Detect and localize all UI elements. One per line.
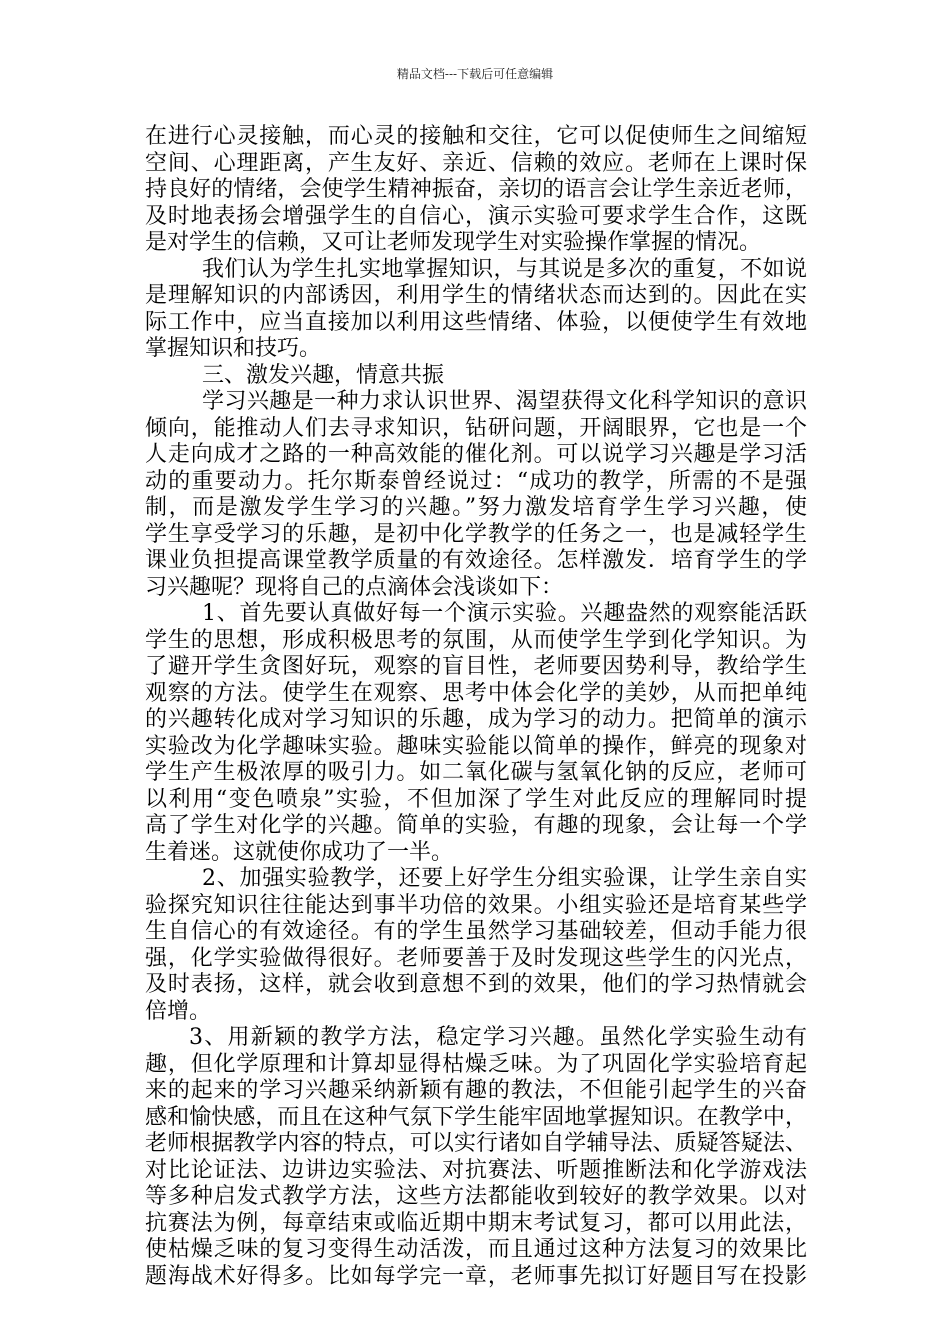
text-line: 感和愉快感，而且在这种气氛下学生能牢固地掌握知识。在教学中， [145,1104,807,1130]
text-line: 生自信心的有效途径。有的学生虽然学习基础较差，但动手能力很 [145,919,807,944]
text-line: 学生产生极浓厚的吸引力。如二氧化碳与氢氧化钠的反应，老师可 [145,760,807,785]
text-line: 我们认为学生扎实地掌握知识，与其说是多次的重复，不如说 [202,256,807,282]
text-line: 趣，但化学原理和计算却显得枯燥乏味。为了巩固化学实验培育起 [145,1051,807,1077]
text-line: 是对学生的信赖，又可让老师发现学生对实验操作掌握的情况。 [145,230,762,255]
text-line: 动的重要动力。托尔斯泰曾经说过：“成功的教学，所需的不是强 [145,468,807,494]
text-line: 题海战术好得多。比如每学完一章，老师事先拟订好题目写在投影 [145,1263,807,1289]
text-line: 抗赛法为例，每章结束或临近期中期末考试复习，都可以用此法， [145,1210,807,1236]
text-line: 人走向成才之路的一种高效能的催化剂。可以说学习兴趣是学习活 [145,442,807,467]
text-line: 学生的思想，形成积极思考的氛围，从而使学生学到化学知识。为 [145,627,807,653]
page-header: 精品文档---下载后可任意编辑 [396,67,554,81]
paragraph-p1 [145,124,807,257]
text-line: 验探究知识往往能达到事半功倍的效果。小组实验还是培育某些学 [145,892,807,918]
text-line: 强，化学实验做得很好。老师要善于及时发现这些学生的闪光点， [145,945,807,971]
text-line: 掌握知识和技巧。 [145,336,322,361]
text-line: 课业负担提高课堂教学质量的有效途径。怎样激发．培育学生的学 [145,548,807,573]
text-line: 等多种启发式教学方法，这些方法都能收到较好的教学效果。以对 [145,1184,807,1209]
paragraph-p7 [145,1025,807,1290]
text-line: 倾向，能推动人们去寻求知识，钻研问题，开阔眼界，它也是一个 [145,415,807,441]
text-line: 及时表扬，这样，就会收到意想不到的效果，他们的学习热情就会 [145,972,807,997]
text-line: 学生享受学习的乐趣，是初中化学教学的任务之一，也是减轻学生 [145,521,807,547]
text-line: 实验改为化学趣味实验。趣味实验能以简单的操作，鲜亮的现象对 [145,733,807,759]
paragraph-p3 [145,363,807,390]
text-line: 学习兴趣是一种力求认识世界、渴望获得文化科学知识的意识 [202,389,807,414]
text-line: 及时地表扬会增强学生的自信心，演示实验可要求学生合作，这既 [145,203,807,229]
text-line: 以利用“变色喷泉”实验，不但加深了学生对此反应的理解同时提 [145,786,807,812]
paragraph-p4 [145,389,807,601]
text-line: 1、首先要认真做好每一个演示实验。兴趣盎然的观察能活跃 [202,601,807,626]
text-line: 老师根据教学内容的特点，可以实行诸如自学辅导法、质疑答疑法、 [145,1131,807,1156]
text-line: 3、用新颖的教学方法，稳定学习兴趣。虽然化学实验生动有 [189,1025,807,1050]
paragraph-p2 [145,257,807,363]
text-line: 倍增。 [145,998,212,1024]
text-line: 2、加强实验教学，还要上好学生分组实验课，让学生亲自实 [202,866,807,891]
text-line: 习兴趣呢？现将自己的点滴体会浅谈如下： [145,574,564,600]
text-line: 生着迷。这就使你成功了一半。 [145,839,454,865]
text-line: 高了学生对化学的兴趣。简单的实验，有趣的现象，会让每一个学 [145,813,807,838]
text-line: 的兴趣转化成对学习知识的乐趣，成为学习的动力。把简单的演示 [145,707,807,732]
text-line: 观察的方法。使学生在观察、思考中体会化学的美妙，从而把单纯 [145,680,807,706]
paragraph-p5 [145,601,807,866]
text-line: 使枯燥乏味的复习变得生动活泼，而且通过这种方法复习的效果比 [145,1237,807,1262]
text-line: 际工作中，应当直接加以利用这些情绪、体验，以便使学生有效地 [145,309,807,335]
text-line: 空间、心理距离，产生友好、亲近、信赖的效应。老师在上课时保 [145,150,807,176]
text-line: 制，而是激发学生学习的兴趣。”努力激发培育学生学习兴趣，使 [145,495,807,520]
text-line: 三、激发兴趣，情意共振 [202,362,445,388]
text-line: 持良好的情绪，会使学生精神振奋，亲切的语言会让学生亲近老师， [145,177,807,202]
text-line: 对比论证法、边讲边实验法、对抗赛法、听题推断法和化学游戏法 [145,1157,807,1183]
text-line: 了避开学生贪图好玩，观察的盲目性，老师要因势利导，教给学生 [145,654,807,679]
text-line: 在进行心灵接触，而心灵的接触和交往，它可以促使师生之间缩短 [145,124,807,149]
text-line: 是理解知识的内部诱因，利用学生的情绪状态而达到的。因此在实 [145,283,807,308]
paragraph-p6 [145,866,807,1025]
text-line: 来的起来的学习兴趣采纳新颖有趣的教法，不但能引起学生的兴奋 [145,1078,807,1103]
document-body [145,124,807,1290]
